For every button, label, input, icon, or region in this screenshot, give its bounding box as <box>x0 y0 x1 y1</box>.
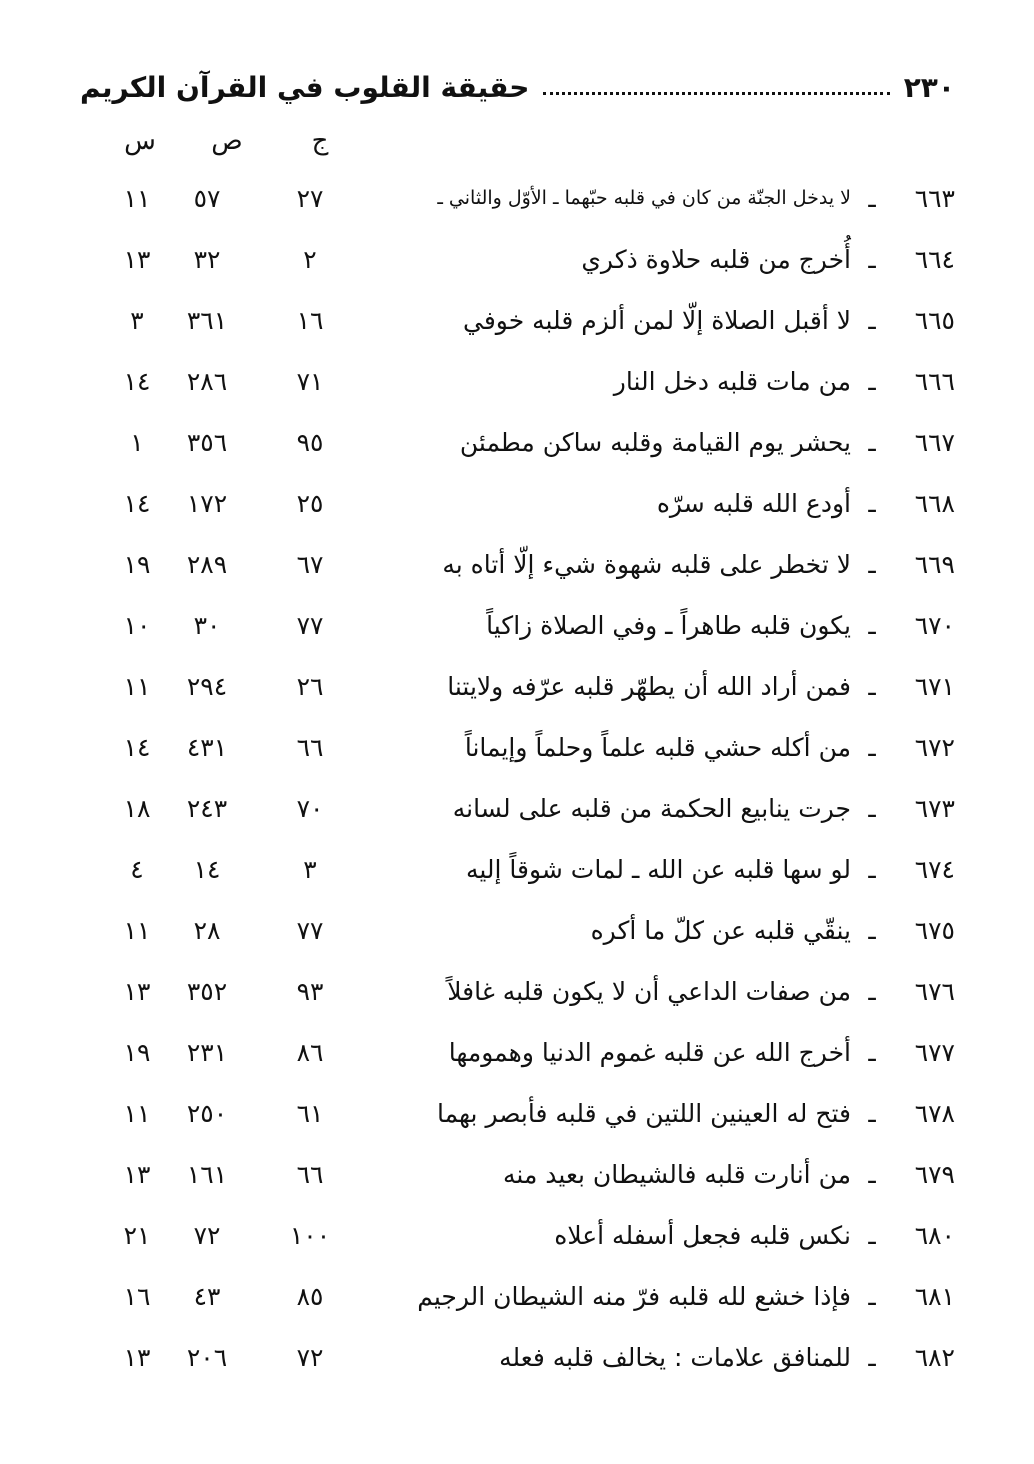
entry-line: ٢١ <box>123 1221 151 1250</box>
index-row <box>80 1205 955 1266</box>
entry-dash: ـ <box>868 428 876 457</box>
entry-dash: ـ <box>868 977 876 1006</box>
entry-number: ٦٨١ <box>914 1282 955 1311</box>
entry-line: ١٣ <box>123 1343 151 1372</box>
entry-page: ٥٧ <box>193 184 221 213</box>
entry-page: ٤٣١ <box>186 733 228 762</box>
column-header-line: س <box>124 126 156 156</box>
index-row <box>80 595 955 656</box>
entry-juz: ٣ <box>303 855 317 884</box>
entry-page: ٣٥٢ <box>186 977 228 1006</box>
entry-line: ١٨ <box>123 794 151 823</box>
entry-page: ٢٥٠ <box>186 1099 228 1128</box>
index-row <box>80 229 955 290</box>
index-row <box>80 351 955 412</box>
entry-juz: ٢٧ <box>296 184 324 213</box>
index-row <box>80 656 955 717</box>
entry-line: ١٠ <box>123 611 151 640</box>
entry-line: ١٦ <box>123 1282 151 1311</box>
entry-line: ١١ <box>123 672 151 701</box>
entry-dash: ـ <box>868 1038 876 1067</box>
entry-number: ٦٧٣ <box>914 794 955 823</box>
entry-juz: ٦٦ <box>296 1160 324 1189</box>
entry-line: ١٩ <box>123 550 151 579</box>
entry-text: لو سها قلبه عن الله ـ لمات شوقاً إليه <box>465 855 851 884</box>
entry-number: ٦٨٢ <box>914 1343 955 1372</box>
entry-page: ٢٨٦ <box>186 367 228 396</box>
entry-number: ٦٧٤ <box>914 855 955 884</box>
entry-dash: ـ <box>868 550 876 579</box>
entry-dash: ـ <box>868 855 876 884</box>
entry-number: ٦٧٠ <box>914 611 955 640</box>
index-row <box>80 1327 955 1388</box>
entry-number: ٦٧١ <box>914 672 955 701</box>
entry-number: ٦٧٢ <box>914 733 955 762</box>
entry-dash: ـ <box>868 1221 876 1250</box>
entry-text: يكون قلبه طاهراً ـ وفي الصلاة زاكياً <box>486 611 851 640</box>
entry-juz: ٢٦ <box>296 672 324 701</box>
entry-line: ٣ <box>130 306 144 335</box>
page-header <box>80 50 955 104</box>
entry-page: ٣٠ <box>193 611 221 640</box>
index-row <box>80 168 955 229</box>
entry-page: ٣٥٦ <box>186 428 228 457</box>
book-title: حقيقة القلوب في القرآن الكريم <box>80 71 530 104</box>
entry-juz: ٦٦ <box>296 733 324 762</box>
entry-juz: ٨٥ <box>296 1282 324 1311</box>
entry-dash: ـ <box>868 1343 876 1372</box>
entry-line: ١٤ <box>123 489 151 518</box>
entry-number: ٦٦٧ <box>914 428 955 457</box>
index-row <box>80 961 955 1022</box>
index-row <box>80 839 955 900</box>
entry-juz: ٧٠ <box>296 794 324 823</box>
entry-juz: ٢ <box>303 245 317 274</box>
entry-juz: ٩٣ <box>296 977 324 1006</box>
entry-dash: ـ <box>868 489 876 518</box>
entry-text: فتح له العينين اللتين في قلبه فأبصر بهما <box>436 1099 851 1128</box>
index-row <box>80 412 955 473</box>
entry-page: ٢٨ <box>193 916 221 945</box>
entry-text: فمن أراد الله أن يطهّر قلبه عرّفه ولايتنا <box>447 672 851 701</box>
entry-page: ٢٨٩ <box>186 550 228 579</box>
entry-juz: ١٦ <box>296 306 324 335</box>
entry-page: ٣٢ <box>193 245 221 274</box>
entry-text: جرت ينابيع الحكمة من قلبه على لسانه <box>452 794 851 823</box>
entry-juz: ٧٧ <box>296 611 324 640</box>
entry-number: ٦٧٨ <box>914 1099 955 1128</box>
index-row <box>80 290 955 351</box>
entry-juz: ٨٦ <box>296 1038 324 1067</box>
index-row <box>80 900 955 961</box>
entry-page: ٢٣١ <box>186 1038 228 1067</box>
entry-dash: ـ <box>868 1282 876 1311</box>
entry-dash: ـ <box>868 1160 876 1189</box>
entry-juz: ٧٧ <box>296 916 324 945</box>
entry-text: يحشر يوم القيامة وقلبه ساكن مطمئن <box>459 428 851 457</box>
entry-number: ٦٦٦ <box>914 367 955 396</box>
index-row <box>80 1144 955 1205</box>
entry-text: أودع الله قلبه سرّه <box>656 489 851 518</box>
index-row <box>80 778 955 839</box>
entry-text: لا تخطر على قلبه شهوة شيء إلّا أتاه به <box>442 550 851 579</box>
entry-dash: ـ <box>868 733 876 762</box>
entry-line: ١٣ <box>123 245 151 274</box>
entry-number: ٦٦٩ <box>914 550 955 579</box>
index-row <box>80 717 955 778</box>
entry-dash: ـ <box>868 794 876 823</box>
index-row <box>80 1022 955 1083</box>
entry-dash: ـ <box>868 184 876 213</box>
index-row <box>80 1266 955 1327</box>
index-list <box>80 168 955 1388</box>
entry-page: ١٤ <box>193 855 221 884</box>
page-number: ٢٣٠ <box>903 71 955 104</box>
index-row <box>80 473 955 534</box>
entry-page: ٢٤٣ <box>186 794 228 823</box>
entry-juz: ٧١ <box>296 367 324 396</box>
entry-number: ٦٨٠ <box>914 1221 955 1250</box>
entry-number: ٦٦٣ <box>914 184 955 213</box>
entry-juz: ٦١ <box>296 1099 324 1128</box>
header-dot-leader <box>543 92 889 95</box>
entry-dash: ـ <box>868 367 876 396</box>
entry-number: ٦٦٤ <box>914 245 955 274</box>
entry-dash: ـ <box>868 916 876 945</box>
entry-page: ١٧٢ <box>186 489 228 518</box>
entry-line: ١١ <box>123 184 151 213</box>
entry-page: ١٦١ <box>186 1160 228 1189</box>
entry-text: لا أقبل الصلاة إلّا لمن ألزم قلبه خوفي <box>463 306 851 335</box>
entry-number: ٦٧٦ <box>914 977 955 1006</box>
entry-text: لا يدخل الجنّة من كان في قلبه حبّهما ـ الأوّل والثاني ـ <box>437 187 851 209</box>
entry-page: ٤٣ <box>193 1282 221 1311</box>
column-header-juz: ج <box>311 126 329 156</box>
entry-line: ١٤ <box>123 367 151 396</box>
entry-number: ٦٧٥ <box>914 916 955 945</box>
entry-juz: ٧٢ <box>296 1343 324 1372</box>
entry-text: أُخرج من قلبه حلاوة ذكري <box>581 245 851 274</box>
entry-dash: ـ <box>868 672 876 701</box>
entry-dash: ـ <box>868 245 876 274</box>
entry-dash: ـ <box>868 306 876 335</box>
entry-page: ٣٦١ <box>186 306 228 335</box>
index-row <box>80 534 955 595</box>
entry-text: من أنارت قلبه فالشيطان بعيد منه <box>503 1160 851 1189</box>
entry-line: ٤ <box>130 855 144 884</box>
entry-text: من صفات الداعي أن لا يكون قلبه غافلاً <box>447 977 851 1006</box>
entry-juz: ٢٥ <box>296 489 324 518</box>
entry-number: ٦٧٧ <box>914 1038 955 1067</box>
entry-dash: ـ <box>868 1099 876 1128</box>
entry-number: ٦٦٨ <box>914 489 955 518</box>
entry-text: نكس قلبه فجعل أسفله أعلاه <box>554 1221 851 1250</box>
entry-juz: ٦٧ <box>296 550 324 579</box>
entry-text: من أكله حشي قلبه علماً وحلماً وإيماناً <box>464 733 851 762</box>
entry-line: ١١ <box>123 1099 151 1128</box>
entry-text: ينقّي قلبه عن كلّ ما أكره <box>590 916 851 945</box>
entry-number: ٦٧٩ <box>914 1160 955 1189</box>
entry-line: ١ <box>130 428 144 457</box>
entry-text: من مات قلبه دخل النار <box>613 367 851 396</box>
entry-line: ١٣ <box>123 977 151 1006</box>
entry-page: ٧٢ <box>193 1221 221 1250</box>
entry-line: ١١ <box>123 916 151 945</box>
entry-juz: ١٠٠ <box>289 1221 331 1250</box>
column-header-page: ص <box>211 126 243 156</box>
entry-text: للمنافق علامات : يخالف قلبه فعله <box>499 1343 851 1372</box>
entry-line: ١٩ <box>123 1038 151 1067</box>
entry-juz: ٩٥ <box>296 428 324 457</box>
entry-line: ١٣ <box>123 1160 151 1189</box>
entry-text: فإذا خشع لله قلبه فرّ منه الشيطان الرجيم <box>417 1282 851 1311</box>
entry-page: ٢٠٦ <box>186 1343 228 1372</box>
entry-line: ١٤ <box>123 733 151 762</box>
entry-page: ٢٩٤ <box>186 672 228 701</box>
entry-text: أخرج الله عن قلبه غموم الدنيا وهمومها <box>448 1038 851 1067</box>
entry-number: ٦٦٥ <box>914 306 955 335</box>
index-row <box>80 1083 955 1144</box>
entry-dash: ـ <box>868 611 876 640</box>
